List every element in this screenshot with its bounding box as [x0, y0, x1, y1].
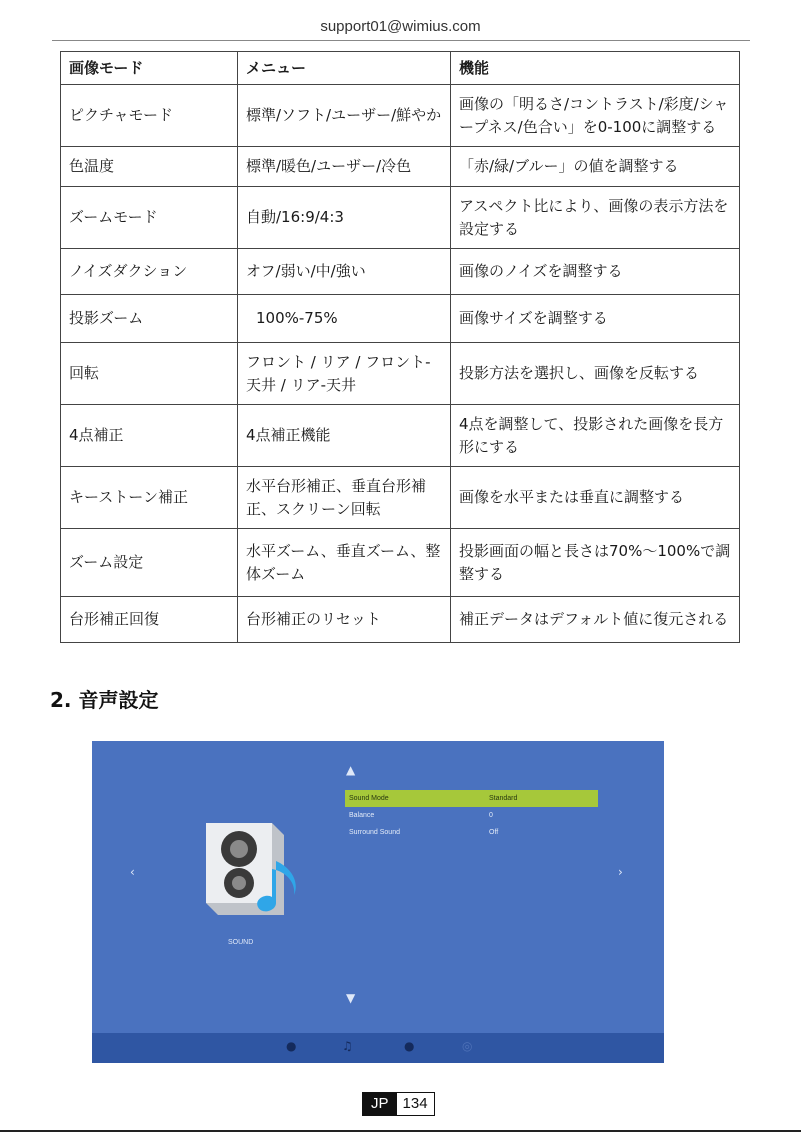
table-cell: 画像サイズを調整する [451, 295, 740, 343]
table-cell: 補正データはデフォルト値に復元される [451, 597, 740, 643]
language-label: JP [363, 1093, 397, 1115]
table-cell: キーストーン補正 [61, 467, 238, 529]
menu-item-value: Off [489, 829, 499, 836]
picture-icon[interactable]: ● [286, 1039, 297, 1053]
sound-menu [345, 790, 598, 841]
arrow-left-icon[interactable]: ‹ [130, 865, 135, 879]
speaker-music-icon [184, 811, 314, 921]
table-row [61, 405, 740, 467]
bottom-divider [0, 1130, 801, 1132]
menu-item-balance[interactable] [345, 807, 598, 824]
table-row [61, 467, 740, 529]
table-row [61, 343, 740, 405]
table-cell: 画像を水平または垂直に調整する [451, 467, 740, 529]
menu-item-sound-mode[interactable] [345, 790, 598, 807]
table-cell: 画像のノイズを調整する [451, 249, 740, 295]
table-row [61, 597, 740, 643]
menu-item-value: Standard [489, 795, 518, 802]
table-cell: 水平ズーム、垂直ズーム、整体ズーム [238, 529, 451, 597]
table-cell: 回転 [61, 343, 238, 405]
column-header: 画像モード [61, 52, 238, 85]
menu-item-value: 0 [489, 812, 493, 819]
table-row [61, 529, 740, 597]
table-cell: 投影画面の幅と長さは70%～100%で調整する [451, 529, 740, 597]
table-cell: 4点補正機能 [238, 405, 451, 467]
table-row [61, 85, 740, 147]
column-header: 機能 [451, 52, 740, 85]
table-row [61, 295, 740, 343]
picture-mode-table [60, 51, 740, 643]
header-email: support01@wimius.com [320, 18, 481, 35]
table-cell: 自動/16:9/4:3 [238, 187, 451, 249]
section-title: 2. 音声設定 [50, 688, 159, 712]
table-cell: 投影ズーム [61, 295, 238, 343]
table-cell: 4点を調整して、投影された画像を長方形にする [451, 405, 740, 467]
table-cell: フロント / リア / フロント-天井 / リア-天井 [238, 343, 451, 405]
header-divider [52, 40, 750, 41]
table-cell: 水平台形補正、垂直台形補正、スクリーン回転 [238, 467, 451, 529]
table-cell: ズームモード [61, 187, 238, 249]
table-cell: ノイズダクション [61, 249, 238, 295]
osd-bottom-bar [92, 1033, 664, 1063]
clock-icon[interactable]: ◎ [462, 1039, 473, 1053]
table-cell: 標準/ソフト/ユーザー/鮮やか [238, 85, 451, 147]
table-cell: 台形補正回復 [61, 597, 238, 643]
settings-icon[interactable]: ● [404, 1039, 415, 1053]
menu-item-label: Sound Mode [349, 795, 389, 802]
menu-item-surround-sound[interactable] [345, 824, 598, 841]
table-header-row [61, 52, 740, 85]
page-number: 134 [397, 1093, 434, 1115]
table-cell: 投影方法を選択し、画像を反転する [451, 343, 740, 405]
table-row [61, 249, 740, 295]
arrow-right-icon[interactable]: › [618, 865, 623, 879]
table-cell: ピクチャモード [61, 85, 238, 147]
menu-item-label: Surround Sound [349, 829, 400, 836]
arrow-up-icon[interactable]: ▲ [346, 763, 356, 777]
table-cell: 画像の「明るさ/コントラスト/彩度/シャープネス/色合い」を0-100に調整する [451, 85, 740, 147]
column-header: メニュー [238, 52, 451, 85]
table-cell: アスペクト比により、画像の表示方法を設定する [451, 187, 740, 249]
table-cell: 100%-75% [238, 295, 451, 343]
table-cell: 標準/暖色/ユーザー/冷色 [238, 147, 451, 187]
table-row [61, 147, 740, 187]
osd-section-label: SOUND [228, 939, 254, 946]
arrow-down-icon[interactable]: ▼ [346, 991, 356, 1005]
table-cell: 色温度 [61, 147, 238, 187]
table-cell: 台形補正のリセット [238, 597, 451, 643]
sound-settings-screenshot [92, 741, 664, 1063]
table-cell: オフ/弱い/中/強い [238, 249, 451, 295]
music-icon[interactable]: ♫ [342, 1039, 353, 1053]
table-cell: 4点補正 [61, 405, 238, 467]
table-cell: 「赤/緑/ブルー」の値を調整する [451, 147, 740, 187]
table-cell: ズーム設定 [61, 529, 238, 597]
table-row [61, 187, 740, 249]
menu-item-label: Balance [349, 812, 375, 819]
page-number-badge [362, 1092, 435, 1116]
